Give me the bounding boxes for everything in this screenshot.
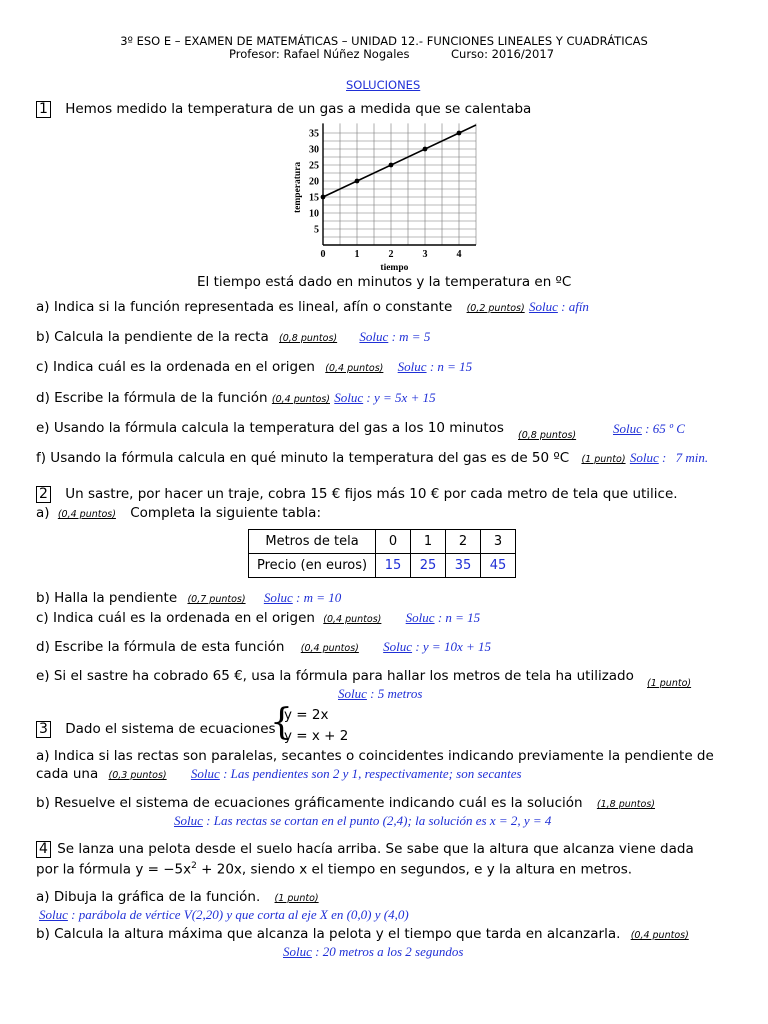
q2-c: c) Indica cuál es la ordenada en el origen (0,4 puntos) Soluc : n = 15 (36, 610, 481, 626)
question-number: 2 (36, 486, 51, 503)
q2-e: e) Si el sastre ha cobrado 65 €, usa la fórmula para hallar los metros de tela ha utilizado (36, 668, 634, 684)
x-tick-label: 4 (456, 249, 462, 260)
solutions-heading: SOLUCIONES (346, 78, 421, 92)
q2-b: b) Halla la pendiente (0,7 puntos) Soluc : m = 10 (36, 590, 342, 606)
table-row: Metros de tela 0 1 2 3 (249, 530, 516, 554)
course-year: Curso: 2016/2017 (451, 47, 555, 61)
exam-title: 3º ESO E – EXAMEN DE MATEMÁTICAS – UNIDAD 12.- FUNCIONES LINEALES Y CUADRÁTICAS (120, 34, 648, 48)
data-point (355, 179, 360, 184)
data-point (321, 195, 326, 200)
q1-b: b) Calcula la pendiente de la recta (0,8 puntos) Soluc : m = 5 (36, 329, 431, 345)
data-point (457, 131, 462, 136)
q3-b-solution: Soluc : Las rectas se cortan en el punto (2,4); la solución es x = 2, y = 4 (174, 813, 552, 828)
data-point (423, 147, 428, 152)
y-tick-label: 20 (309, 176, 319, 188)
y-tick-label: 35 (309, 128, 319, 140)
question-4-intro: 4 Se lanza una pelota desde el suelo hacía arriba. Se sabe que la altura que alcanza viene dada (36, 841, 694, 858)
y-tick-label: 5 (314, 224, 319, 236)
question-2-intro: 2 Un sastre, por hacer un traje, cobra 15 € fijos más 10 € por cada metro de tela que utilice. (36, 486, 678, 503)
q2-d: d) Escribe la fórmula de esta función (0,4 puntos) Soluc : y = 10x + 15 (36, 639, 491, 655)
q4-b-solution: Soluc : 20 metros a los 2 segundos (283, 944, 464, 959)
y-tick-label: 10 (309, 208, 319, 220)
q2-e-points: (1 punto) (647, 678, 692, 689)
q3-a: a) Indica si las rectas son paralelas, secantes o coincidentes indicando previamente la pendiente de (36, 748, 714, 764)
x-tick-label: 1 (354, 249, 360, 260)
q1-f: f) Usando la fórmula calcula en qué minuto la temperatura del gas es de 50 ºC (1 punto) Soluc : 7 min. (36, 450, 709, 466)
y-axis-label: temperatura (293, 161, 303, 213)
temperature-chart (288, 122, 488, 274)
question-number: 1 (36, 101, 51, 118)
question-number: 3 (36, 721, 51, 738)
x-tick-label: 0 (320, 249, 326, 260)
q4-b: b) Calcula la altura máxima que alcanza la pelota y el tiempo que tarda en alcanzarla. (0,4 puntos) (36, 926, 689, 942)
question-3-intro: 3 Dado el sistema de ecuaciones (36, 721, 276, 738)
y-tick-label: 15 (309, 192, 319, 204)
question-number: 4 (36, 841, 51, 858)
x-axis-label: tiempo (380, 263, 409, 273)
q3-b: b) Resuelve el sistema de ecuaciones gráficamente indicando cuál es la solución (1,8 puntos) (36, 795, 655, 811)
q2-e-solution: Soluc : 5 metros (338, 686, 423, 701)
equation-2: y = x + 2 (284, 728, 349, 744)
question-1-intro: 1 Hemos medido la temperatura de un gas a medida que se calentaba (36, 101, 531, 118)
q1-e: e) Usando la fórmula calcula la temperatura del gas a los 10 minutos (36, 420, 504, 436)
system-brace: { (270, 702, 293, 743)
x-tick-label: 2 (388, 249, 394, 260)
q4-a-solution: Soluc : parábola de vértice V(2,20) y que corta al eje X en (0,0) y (4,0) (39, 907, 409, 922)
teacher-name: Profesor: Rafael Núñez Nogales (229, 47, 410, 61)
q4-a: a) Dibuja la gráfica de la función. (1 punto) (36, 889, 319, 905)
q1-e-solution: Soluc : 65 º C (613, 421, 685, 436)
x-tick-label: 3 (422, 249, 428, 260)
table-row: Precio (en euros) 15 25 35 45 (249, 554, 516, 578)
q1-d: d) Escribe la fórmula de la función (0,4 puntos) Soluc : y = 5x + 15 (36, 390, 436, 406)
question-4-formula: por la fórmula $y = -5x^2 + 20x$, siendo x el tiempo en segundos, e y la altura en metros. (36, 861, 633, 878)
data-point (389, 163, 394, 168)
price-table (248, 529, 516, 578)
equation-1: y = 2x (284, 707, 329, 723)
y-tick-label: 30 (309, 144, 319, 156)
q1-c: c) Indica cuál es la ordenada en el origen (0,4 puntos) Soluc : n = 15 (36, 359, 473, 375)
series-line (323, 125, 476, 197)
q1-e-points: (0,8 puntos) (518, 430, 577, 441)
y-tick-label: 25 (309, 160, 319, 172)
chart-caption: El tiempo está dado en minutos y la temperatura en ºC (197, 274, 572, 290)
q2-a: a) (0,4 puntos) Completa la siguiente tabla: (36, 505, 322, 521)
q3-a-line2: cada una (0,3 puntos) Soluc : Las pendientes son 2 y 1, respectivamente; son secantes (36, 766, 522, 782)
q1-a: a) Indica si la función representada es lineal, afín o constante (0,2 puntos) Soluc : afín (36, 299, 589, 315)
